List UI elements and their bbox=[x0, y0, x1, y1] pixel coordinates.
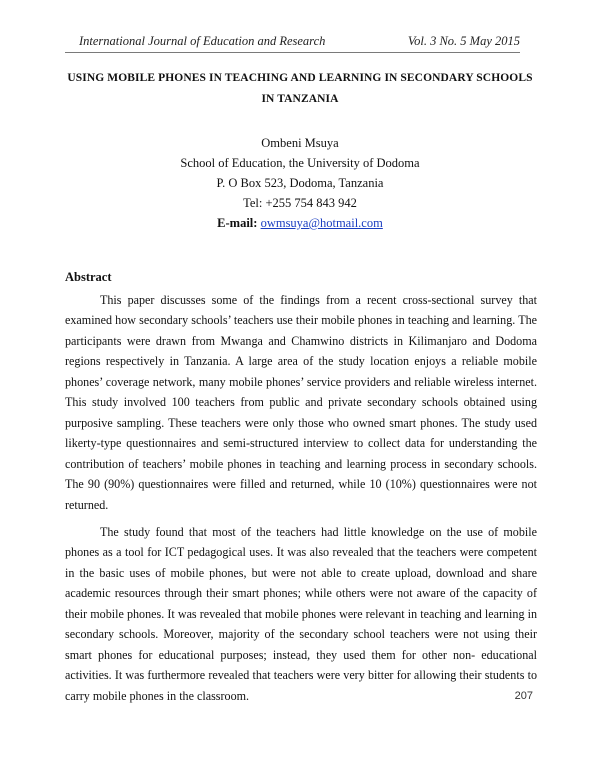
abstract-paragraph-1: This paper discusses some of the findings from a recent cross-sectional survey that examined how secondary schools’ teachers use their mobile phones in teaching and learning. The participants were drawn from Mwanga and Chamwino districts in Kilimanjaro and Dodoma regions respectively in Tanzania. A large area of the study location enjoys a reliable mobile phones’ coverage network, many mobile phones’ service providers and reliable wireless internet. This study involved 100 teachers from public and private secondary schools obtained using purposive sampling. These teachers were only those who owned smart phones. The study used likerty-type questionnaires and semi-structured interview to collect data for understanding the contribution of teachers’ mobile phones in teaching and learning process in secondary schools. The 90 (90%) questionnaires were filled and returned, while 10 (10%) questionnaires were not returned. bbox=[65, 293, 537, 512]
author-info bbox=[100, 133, 500, 233]
page-number: 207 bbox=[514, 690, 533, 702]
paper-title bbox=[55, 68, 545, 110]
author-name: Ombeni Msuya bbox=[261, 136, 339, 150]
journal-name: International Journal of Education and Research bbox=[79, 34, 326, 48]
email-link[interactable]: owmsuya@hotmail.com bbox=[260, 216, 383, 230]
author-telephone: Tel: +255 754 843 942 bbox=[243, 196, 357, 210]
author-email-line bbox=[100, 213, 500, 233]
abstract-heading: Abstract bbox=[65, 270, 112, 284]
title-line-2: IN TANZANIA bbox=[261, 93, 339, 105]
abstract-paragraph-2: The study found that most of the teachers had little knowledge on the use of mobile phones as a tool for ICT pedagogical uses. It was also revealed that the teachers were competent in the basic uses of mobile phones, but were not able to create upload, download and share academic resources through their smart phones; while others were not aware of the capacity of their mobile phones. It was revealed that mobile phones were relevant in teaching and learning in secondary schools. Moreover, majority of the secondary school teachers were not using their smart phones for educational purposes; instead, they used them for other non- educational activities. It was furthermore revealed that teachers were very bitter for allowing their students to carry mobile phones in the classroom. bbox=[65, 524, 537, 703]
email-label: E-mail: bbox=[217, 216, 258, 230]
header-divider bbox=[65, 52, 520, 53]
author-address: P. O Box 523, Dodoma, Tanzania bbox=[216, 176, 384, 190]
title-line-1: USING MOBILE PHONES IN TEACHING AND LEARNING IN SECONDARY SCHOOLS bbox=[67, 72, 533, 84]
abstract-body bbox=[65, 290, 537, 706]
author-affiliation: School of Education, the University of Dodoma bbox=[180, 156, 420, 170]
issue-info: Vol. 3 No. 5 May 2015 bbox=[407, 34, 520, 48]
